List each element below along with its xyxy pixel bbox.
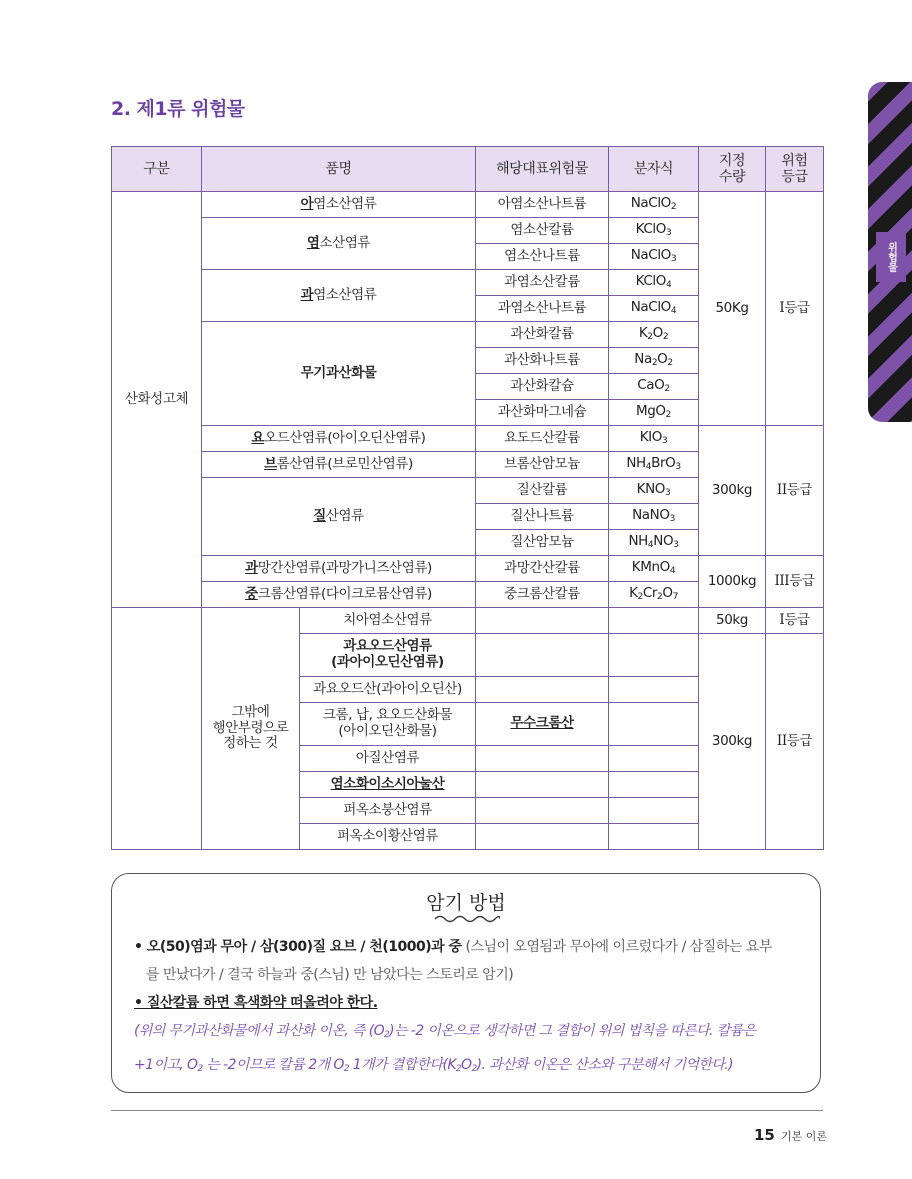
item-bromate: 브롬산염류(브로민산염류) bbox=[202, 452, 476, 478]
rep-cell: 중크롬산칼륨 bbox=[476, 582, 609, 608]
rep-cell bbox=[476, 746, 609, 772]
category-other-gap bbox=[112, 608, 202, 850]
memo-line-2: 를 만났다가 / 결국 하늘과 중(스님) 만 남았다는 스토리로 암기) bbox=[146, 967, 514, 983]
table-row bbox=[112, 608, 824, 634]
quantity-cell: 1000kg bbox=[699, 556, 766, 608]
grade-cell: II등급 bbox=[766, 634, 824, 850]
other-item: 퍼옥소붕산염류 bbox=[300, 798, 476, 824]
formula-cell: MgO$_2$ bbox=[609, 400, 699, 426]
header-quantity: 지정 수량 bbox=[699, 147, 766, 192]
item-permanganate: 과망간산염류(과망가니즈산염류) bbox=[202, 556, 476, 582]
formula-cell bbox=[609, 824, 699, 850]
header-item: 품명 bbox=[202, 147, 476, 192]
rep-cell bbox=[476, 772, 609, 798]
memo-note-1: (위의 무기과산화물에서 과산화 이온, 즉 $(O_2)$는 -2 이온으로 생각하면 그 결합이 위의 법칙을 따른다. 칼륨은 bbox=[134, 1023, 756, 1040]
other-item: 과요오드산(과아이오딘산) bbox=[300, 677, 476, 703]
formula-cell: NaNO$_3$ bbox=[609, 504, 699, 530]
formula-cell bbox=[609, 677, 699, 703]
rep-cell: 염소산나트륨 bbox=[476, 244, 609, 270]
header-category: 구분 bbox=[112, 147, 202, 192]
header-representative: 해당대표위험물 bbox=[476, 147, 609, 192]
formula-cell bbox=[609, 703, 699, 746]
side-tab bbox=[868, 82, 912, 422]
item-nitrate: 질산염류 bbox=[202, 478, 476, 556]
other-item: 아질산염류 bbox=[300, 746, 476, 772]
formula-cell: KMnO$_4$ bbox=[609, 556, 699, 582]
rep-cell bbox=[476, 824, 609, 850]
rep-cell: 아염소산나트륨 bbox=[476, 192, 609, 218]
rep-cell: 과산화칼슘 bbox=[476, 374, 609, 400]
memo-line-3: • 질산칼륨 하면 흑색화약 떠올려야 한다. bbox=[134, 995, 378, 1011]
header-grade: 위험 등급 bbox=[766, 147, 824, 192]
rep-cell: 무수크롬산 bbox=[476, 703, 609, 746]
rep-cell: 염소산칼륨 bbox=[476, 218, 609, 244]
grade-cell: I등급 bbox=[766, 608, 824, 634]
category-other: 그밖에 행안부령으로 정하는 것 bbox=[202, 608, 300, 850]
rep-cell: 질산암모늄 bbox=[476, 530, 609, 556]
other-item: 크롬, 납, 요오드산화물 (아이오딘산화물) bbox=[300, 703, 476, 746]
formula-cell: $NH_4NO_3$ bbox=[609, 530, 699, 556]
grade-cell: III등급 bbox=[766, 556, 824, 608]
formula-cell: NaClO$_4$ bbox=[609, 296, 699, 322]
memo-note-2: +1이고, $O_2$ 는 -2이므로 칼륨 2개 $O_2$ 1개가 결합한다$(K_2O_2)$. 과산화 이온은 산소와 구분해서 기억한다.) bbox=[134, 1057, 733, 1074]
rep-cell bbox=[476, 608, 609, 634]
rep-cell: 과산화나트륨 bbox=[476, 348, 609, 374]
rep-cell bbox=[476, 798, 609, 824]
formula-cell: CaO$_2$ bbox=[609, 374, 699, 400]
formula-cell: NaClO$_2$ bbox=[609, 192, 699, 218]
rep-cell: 질산나트륨 bbox=[476, 504, 609, 530]
rep-cell: 질산칼륨 bbox=[476, 478, 609, 504]
other-item: 퍼옥소이황산염류 bbox=[300, 824, 476, 850]
formula-cell: KClO$_4$ bbox=[609, 270, 699, 296]
other-item: 과요오드산염류 (과아이오딘산염류) bbox=[300, 634, 476, 677]
formula-cell: $Na_2O_2$ bbox=[609, 348, 699, 374]
item-inorganic-peroxide: 무기과산화물 bbox=[202, 322, 476, 426]
rep-cell: 브롬산암모늄 bbox=[476, 452, 609, 478]
formula-cell: $KNO_3$ bbox=[609, 478, 699, 504]
item-iodate: 요오드산염류(아이오딘산염류) bbox=[202, 426, 476, 452]
footer-divider bbox=[111, 1110, 823, 1111]
table-row bbox=[112, 556, 824, 582]
formula-cell: $NH_4BrO_3$ bbox=[609, 452, 699, 478]
formula-cell: $KIO_3$ bbox=[609, 426, 699, 452]
header-formula: 분자식 bbox=[609, 147, 699, 192]
formula-cell bbox=[609, 634, 699, 677]
grade-cell: II등급 bbox=[766, 426, 824, 556]
quantity-cell: 50Kg bbox=[699, 192, 766, 426]
grade-cell: I등급 bbox=[766, 192, 824, 426]
side-tab-label: 위험물 bbox=[876, 232, 906, 282]
other-item: 염소화이소시아눌산 bbox=[300, 772, 476, 798]
formula-cell: KClO$_3$ bbox=[609, 218, 699, 244]
wave-underline-icon bbox=[434, 914, 500, 924]
memo-line-1: • 오(50)염과 무아 / 삼(300)질 요브 / 천(1000)과 중 (스님이 오염됨과 무아에 이르렀다가 / 삼질하는 요부 bbox=[134, 939, 772, 955]
formula-cell: $K_2O_2$ bbox=[609, 322, 699, 348]
rep-cell bbox=[476, 677, 609, 703]
formula-cell bbox=[609, 772, 699, 798]
other-item: 치아염소산염류 bbox=[300, 608, 476, 634]
category-oxidizing-solid: 산화성고체 bbox=[112, 192, 202, 608]
rep-cell: 과염소산칼륨 bbox=[476, 270, 609, 296]
footer-section-label: 기본 이론 bbox=[781, 1130, 828, 1143]
rep-cell: 과망간산칼륨 bbox=[476, 556, 609, 582]
table-header-row bbox=[112, 147, 824, 192]
table-row bbox=[112, 192, 824, 218]
quantity-cell: 50kg bbox=[699, 608, 766, 634]
formula-cell bbox=[609, 746, 699, 772]
formula-cell bbox=[609, 798, 699, 824]
rep-cell: 과산화칼륨 bbox=[476, 322, 609, 348]
formula-cell: NaClO$_3$ bbox=[609, 244, 699, 270]
hazard-table bbox=[111, 146, 824, 850]
page-number: 15 bbox=[754, 1126, 775, 1144]
item-chlorate: 염소산염류 bbox=[202, 218, 476, 270]
quantity-cell: 300kg bbox=[699, 634, 766, 850]
rep-cell: 요도드산칼륨 bbox=[476, 426, 609, 452]
item-perchlorate: 과염소산염류 bbox=[202, 270, 476, 322]
item-dichromate: 중크롬산염류(다이크로뮴산염류) bbox=[202, 582, 476, 608]
memo-box bbox=[111, 873, 821, 1093]
quantity-cell: 300kg bbox=[699, 426, 766, 556]
section-title: 2. 제1류 위험물 bbox=[111, 98, 245, 120]
rep-cell: 과산화마그네슘 bbox=[476, 400, 609, 426]
table-row bbox=[112, 426, 824, 452]
formula-cell bbox=[609, 608, 699, 634]
rep-cell bbox=[476, 634, 609, 677]
item-chlorite: 아염소산염류 bbox=[202, 192, 476, 218]
memo-title: 암기 방법 bbox=[426, 892, 506, 914]
rep-cell: 과염소산나트륨 bbox=[476, 296, 609, 322]
formula-cell: $K_2Cr_2O_7$ bbox=[609, 582, 699, 608]
